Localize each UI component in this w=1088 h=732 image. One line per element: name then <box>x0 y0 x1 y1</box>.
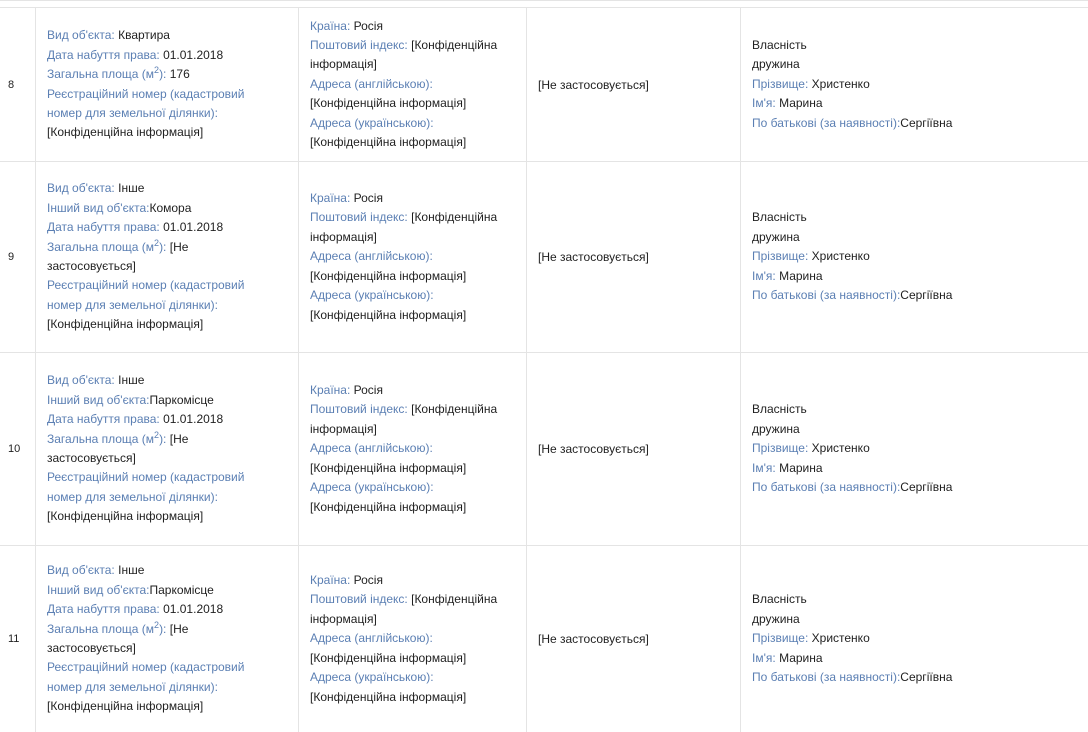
object-type-value: Інше <box>118 373 145 388</box>
country-value: Росія <box>353 191 383 206</box>
name-value: Марина <box>779 268 823 283</box>
addr-en-value: [Конфіденційна інформація] <box>310 460 467 475</box>
addr-uk-label: Адреса (українською): <box>310 115 434 130</box>
name-label: Ім'я: <box>752 268 776 283</box>
addr-uk-label: Адреса (українською): <box>310 288 434 303</box>
area-value: [Не <box>169 621 189 636</box>
name-value: Марина <box>779 96 823 111</box>
third-party-value: [Не застосовується] <box>538 442 649 456</box>
third-party-cell <box>527 8 741 161</box>
postal-label: Поштовий індекс: <box>310 37 408 52</box>
patronymic-value: Сергіївна <box>900 115 953 130</box>
row-number: 10 <box>0 353 36 545</box>
other-object-type-value: Комора <box>149 200 192 215</box>
ownership-type: Власність <box>752 402 807 417</box>
object-type-value: Інше <box>118 181 145 196</box>
object-cell <box>36 353 299 545</box>
table-row <box>0 546 1088 732</box>
postal-label: Поштовий індекс: <box>310 402 408 417</box>
object-type-label: Вид об'єкта: <box>47 563 115 578</box>
reg-number-value: [Конфіденційна інформація] <box>47 699 204 714</box>
area-label: Загальна площа $(м^2)$: <box>47 619 167 636</box>
country-label: Країна: <box>310 573 351 588</box>
address-cell <box>299 162 527 352</box>
third-party-value: [Не застосовується] <box>538 77 649 92</box>
addr-en-value: [Конфіденційна інформація] <box>310 268 467 283</box>
country-label: Країна: <box>310 191 351 206</box>
other-object-type-label: Інший вид об'єкта: <box>47 582 150 597</box>
country-value: Росія <box>353 573 383 588</box>
area-label: Загальна площа $(м^2)$: <box>47 237 167 254</box>
surname-label: Прізвище: <box>752 76 809 91</box>
other-object-type-value: Паркомісце <box>149 392 214 407</box>
owner-cell <box>741 546 1088 732</box>
surname-label: Прізвище: <box>752 249 809 264</box>
addr-uk-value: [Конфіденційна інформація] <box>310 307 467 322</box>
reg-number-label-cont: номер для земельної ділянки): <box>47 297 218 312</box>
addr-en-label: Адреса (англійською): <box>310 249 433 264</box>
object-type-label: Вид об'єкта: <box>47 28 115 43</box>
object-type-value: Інше <box>118 563 145 578</box>
postal-value: [Конфіденційна <box>411 37 498 52</box>
third-party-cell <box>527 162 741 352</box>
right-date-value: 01.01.2018 <box>163 412 224 427</box>
reg-number-value: [Конфіденційна інформація] <box>47 509 204 524</box>
patronymic-label: По батькові (за наявності): <box>752 480 901 495</box>
country-value: Росія <box>353 18 383 33</box>
third-party-cell <box>527 353 741 545</box>
other-object-type-label: Інший вид об'єкта: <box>47 392 150 407</box>
postal-value-cont: інформація] <box>310 421 377 436</box>
row-number: 9 <box>0 162 36 352</box>
row-number: 11 <box>0 546 36 732</box>
postal-label: Поштовий індекс: <box>310 210 408 225</box>
reg-number-value: [Конфіденційна інформація] <box>47 317 204 332</box>
patronymic-value: Сергіївна <box>900 670 953 685</box>
addr-en-label: Адреса (англійською): <box>310 631 433 646</box>
addr-en-label: Адреса (англійською): <box>310 76 433 91</box>
owner-relation: дружина <box>752 57 800 72</box>
address-cell <box>299 546 527 732</box>
table-row <box>0 353 1088 546</box>
postal-value-cont: інформація] <box>310 229 377 244</box>
surname-label: Прізвище: <box>752 441 809 456</box>
name-label: Ім'я: <box>752 650 776 665</box>
reg-number-label: Реєстраційний номер (кадастровий <box>47 86 245 101</box>
area-value: 176 <box>169 67 190 82</box>
surname-value: Христенко <box>811 441 870 456</box>
country-label: Країна: <box>310 383 351 398</box>
table-row <box>0 8 1088 162</box>
ownership-type: Власність <box>752 37 807 52</box>
table-header-remnant <box>0 1 1088 8</box>
right-date-label: Дата набуття права: <box>47 220 160 235</box>
address-cell <box>299 8 527 161</box>
address-cell <box>299 353 527 545</box>
postal-label: Поштовий індекс: <box>310 592 408 607</box>
area-value-cont: застосовується] <box>47 259 136 273</box>
area-value: [Не <box>169 431 189 446</box>
addr-en-value: [Конфіденційна інформація] <box>310 650 467 665</box>
patronymic-label: По батькові (за наявності): <box>752 670 901 685</box>
other-object-type-value: Паркомісце <box>149 582 214 597</box>
addr-uk-value: [Конфіденційна інформація] <box>310 499 467 514</box>
ownership-type: Власність <box>752 592 807 607</box>
table-row <box>0 162 1088 353</box>
right-date-label: Дата набуття права: <box>47 602 160 617</box>
addr-en-value: [Конфіденційна інформація] <box>310 96 467 111</box>
postal-value-cont: інформація] <box>310 57 377 72</box>
owner-relation: дружина <box>752 611 800 626</box>
area-value: [Не <box>169 239 189 254</box>
name-label: Ім'я: <box>752 460 776 475</box>
object-cell <box>36 162 299 352</box>
reg-number-label: Реєстраційний номер (кадастровий <box>47 470 245 485</box>
patronymic-label: По батькові (за наявності): <box>752 115 901 130</box>
addr-en-label: Адреса (англійською): <box>310 441 433 456</box>
owner-cell <box>741 162 1088 352</box>
right-date-value: 01.01.2018 <box>163 47 224 62</box>
surname-value: Христенко <box>811 76 870 91</box>
patronymic-value: Сергіївна <box>900 288 953 303</box>
owner-cell <box>741 353 1088 545</box>
patronymic-value: Сергіївна <box>900 480 953 495</box>
addr-uk-value: [Конфіденційна інформація] <box>310 689 467 704</box>
addr-uk-label: Адреса (українською): <box>310 670 434 685</box>
postal-value: [Конфіденційна <box>411 210 498 225</box>
third-party-value: [Не застосовується] <box>538 632 649 646</box>
postal-value: [Конфіденційна <box>411 592 498 607</box>
object-type-value: Квартира <box>118 28 170 43</box>
right-date-label: Дата набуття права: <box>47 47 160 62</box>
addr-uk-label: Адреса (українською): <box>310 480 434 495</box>
third-party-cell <box>527 546 741 732</box>
object-type-label: Вид об'єкта: <box>47 181 115 196</box>
name-value: Марина <box>779 650 823 665</box>
ownership-type: Власність <box>752 210 807 225</box>
third-party-value: [Не застосовується] <box>538 250 649 264</box>
object-type-label: Вид об'єкта: <box>47 373 115 388</box>
right-date-label: Дата набуття права: <box>47 412 160 427</box>
area-label: Загальна площа $(м^2)$: <box>47 65 167 82</box>
reg-number-label-cont: номер для земельної ділянки): <box>47 489 218 504</box>
area-value-cont: застосовується] <box>47 451 136 465</box>
name-value: Марина <box>779 460 823 475</box>
area-value-cont: застосовується] <box>47 641 136 655</box>
surname-value: Христенко <box>811 631 870 646</box>
country-value: Росія <box>353 383 383 398</box>
reg-number-label-cont: номер для земельної ділянки): <box>47 105 218 120</box>
reg-number-label-cont: номер для земельної ділянки): <box>47 679 218 694</box>
row-number: 8 <box>0 8 36 161</box>
reg-number-label: Реєстраційний номер (кадастровий <box>47 660 245 675</box>
name-label: Ім'я: <box>752 96 776 111</box>
postal-value: [Конфіденційна <box>411 402 498 417</box>
patronymic-label: По батькові (за наявності): <box>752 288 901 303</box>
right-date-value: 01.01.2018 <box>163 220 224 235</box>
surname-value: Христенко <box>811 249 870 264</box>
reg-number-label: Реєстраційний номер (кадастровий <box>47 278 245 293</box>
owner-cell <box>741 8 1088 161</box>
owner-relation: дружина <box>752 229 800 244</box>
right-date-value: 01.01.2018 <box>163 602 224 617</box>
reg-number-value: [Конфіденційна інформація] <box>47 125 204 140</box>
object-cell <box>36 8 299 161</box>
postal-value-cont: інформація] <box>310 611 377 626</box>
other-object-type-label: Інший вид об'єкта: <box>47 200 150 215</box>
country-label: Країна: <box>310 18 351 33</box>
owner-relation: дружина <box>752 421 800 436</box>
surname-label: Прізвище: <box>752 631 809 646</box>
object-cell <box>36 546 299 732</box>
addr-uk-value: [Конфіденційна інформація] <box>310 135 467 150</box>
area-label: Загальна площа $(м^2)$: <box>47 429 167 446</box>
